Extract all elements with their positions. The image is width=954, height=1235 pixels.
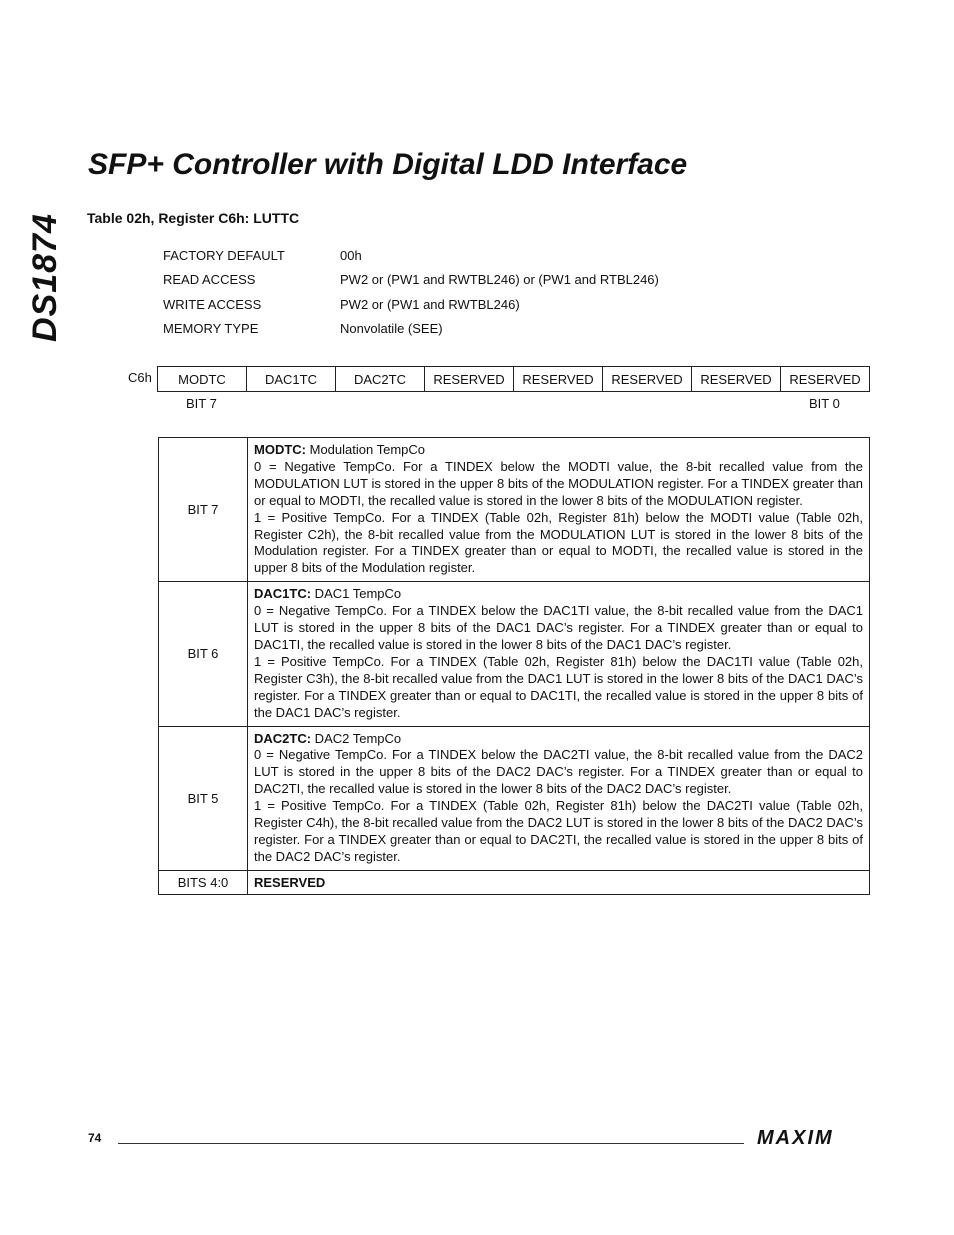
meta-key: FACTORY DEFAULT bbox=[163, 248, 285, 263]
bit-field-cell: DAC1TC bbox=[247, 367, 336, 392]
meta-key: MEMORY TYPE bbox=[163, 320, 259, 336]
bit-number-cell: BIT 5 bbox=[159, 726, 248, 870]
table-row bbox=[159, 438, 870, 582]
side-part-number: DS1874 bbox=[26, 213, 64, 342]
table-row bbox=[159, 582, 870, 726]
document-title: SFP+ Controller with Digital LDD Interface bbox=[88, 148, 688, 181]
bit-field-cell: DAC2TC bbox=[336, 367, 425, 392]
bit-field-cell: RESERVED bbox=[425, 367, 514, 392]
table-row bbox=[159, 726, 870, 870]
maxim-logo bbox=[755, 1126, 865, 1153]
msb-label: BIT 7 bbox=[186, 396, 217, 411]
footer-rule bbox=[118, 1143, 744, 1144]
meta-key: WRITE ACCESS bbox=[163, 296, 262, 312]
meta-key: READ ACCESS bbox=[163, 272, 256, 288]
description-line: 0 = Negative TempCo. For a TINDEX below the MODTI value, the 8-bit recalled value from the MODULATION LUT is stored in the upper 8 bits of the MODULATION register. For a TINDEX greater than or equal to MODTI, the recalled value is stored in the lower 8 bits of the MODULATION register. bbox=[254, 458, 863, 508]
meta-row bbox=[163, 248, 659, 272]
description-line: 1 = Positive TempCo. For a TINDEX (Table 02h, Register 81h) below the MODTI value (Table 02h, Register C2h), the 8-bit recalled value from the MODULATION LUT is stored in the lower 8 bits of the Modulation register. For a TINDEX greater than or equal to MODTI, the recalled value is stored in the upper 8 bits of the Modulation register. bbox=[254, 509, 863, 576]
table-caption: Table 02h, Register C6h: LUTTC bbox=[87, 210, 300, 226]
bit-description-cell bbox=[248, 438, 870, 582]
register-properties bbox=[163, 248, 659, 345]
bit-number-cell: BIT 6 bbox=[159, 582, 248, 726]
meta-value: Nonvolatile (SEE) bbox=[340, 320, 443, 336]
meta-value: PW2 or (PW1 and RWTBL246) or (PW1 and RTBL246) bbox=[340, 272, 659, 288]
bit-description-table bbox=[158, 437, 870, 895]
meta-row bbox=[163, 297, 659, 321]
meta-row bbox=[163, 272, 659, 296]
description-line: 0 = Negative TempCo. For a TINDEX below the DAC2TI value, the 8-bit recalled value from the DAC2 LUT is stored in the upper 8 bits of the DAC2 DAC’s register. For a TINDEX greater than or equal to DAC2TI, the recalled value is stored in the lower 8 bits of the DAC2 DAC’s register. bbox=[254, 747, 863, 797]
field-title: DAC2 TempCo bbox=[311, 730, 402, 746]
meta-value: PW2 or (PW1 and RWTBL246) bbox=[340, 296, 520, 312]
description-line: 1 = Positive TempCo. For a TINDEX (Table 02h, Register 81h) below the DAC2TI value (Table 02h, Register C4h), the 8-bit recalled value from the DAC2 LUT is stored in the lower 8 bits of the DAC2 DAC’s register. For a TINDEX greater than or equal to DAC2TI, the recalled value is stored in the upper 8 bits of the DAC2 DAC’s register. bbox=[254, 798, 863, 864]
bit-field-cell: MODTC bbox=[158, 367, 247, 392]
svg-text:MAXIM: MAXIM bbox=[757, 1127, 834, 1148]
description-line: 0 = Negative TempCo. For a TINDEX below the DAC1TI value, the 8-bit recalled value from the DAC1 LUT is stored in the upper 8 bits of the DAC1 DAC’s register. For a TINDEX greater than or equal to DAC1TI, the recalled value is stored in the lower 8 bits of the DAC1 DAC’s register. bbox=[254, 603, 863, 652]
bit-field-cell: RESERVED bbox=[692, 367, 781, 392]
meta-value: 00h bbox=[340, 248, 362, 263]
bit-number-cell: BITS 4:0 bbox=[159, 870, 248, 894]
meta-row bbox=[163, 321, 659, 345]
field-name: DAC1TC: bbox=[254, 586, 312, 602]
table-row bbox=[159, 870, 870, 894]
bit-description-cell bbox=[248, 726, 870, 870]
field-title: DAC1 TempCo bbox=[311, 586, 402, 602]
field-name: MODTC: bbox=[254, 442, 306, 457]
description-line: 1 = Positive TempCo. For a TINDEX (Table 02h, Register 81h) below the DAC1TI value (Table 02h, Register C3h), the 8-bit recalled value from the DAC1 LUT is stored in the lower 8 bits of the DAC1 DAC’s register. For a TINDEX greater than or equal to DAC1TI, the recalled value is stored in the upper 8 bits of the DAC1 DAC’s register. bbox=[254, 653, 863, 720]
reserved-cell: RESERVED bbox=[248, 870, 870, 894]
field-name: DAC2TC: bbox=[254, 730, 312, 746]
page-number: 74 bbox=[88, 1131, 102, 1145]
bit-field-cell: RESERVED bbox=[514, 367, 603, 392]
bit-description-cell bbox=[248, 582, 870, 726]
maxim-logo-icon bbox=[755, 1126, 865, 1148]
register-address-label: C6h bbox=[128, 370, 152, 385]
bit-field-cell: RESERVED bbox=[781, 367, 870, 392]
lsb-label: BIT 0 bbox=[809, 396, 840, 411]
register-bit-map bbox=[157, 366, 870, 392]
bit-field-cell: RESERVED bbox=[603, 367, 692, 392]
bit-number-cell: BIT 7 bbox=[159, 438, 248, 582]
field-title: Modulation TempCo bbox=[306, 442, 425, 457]
